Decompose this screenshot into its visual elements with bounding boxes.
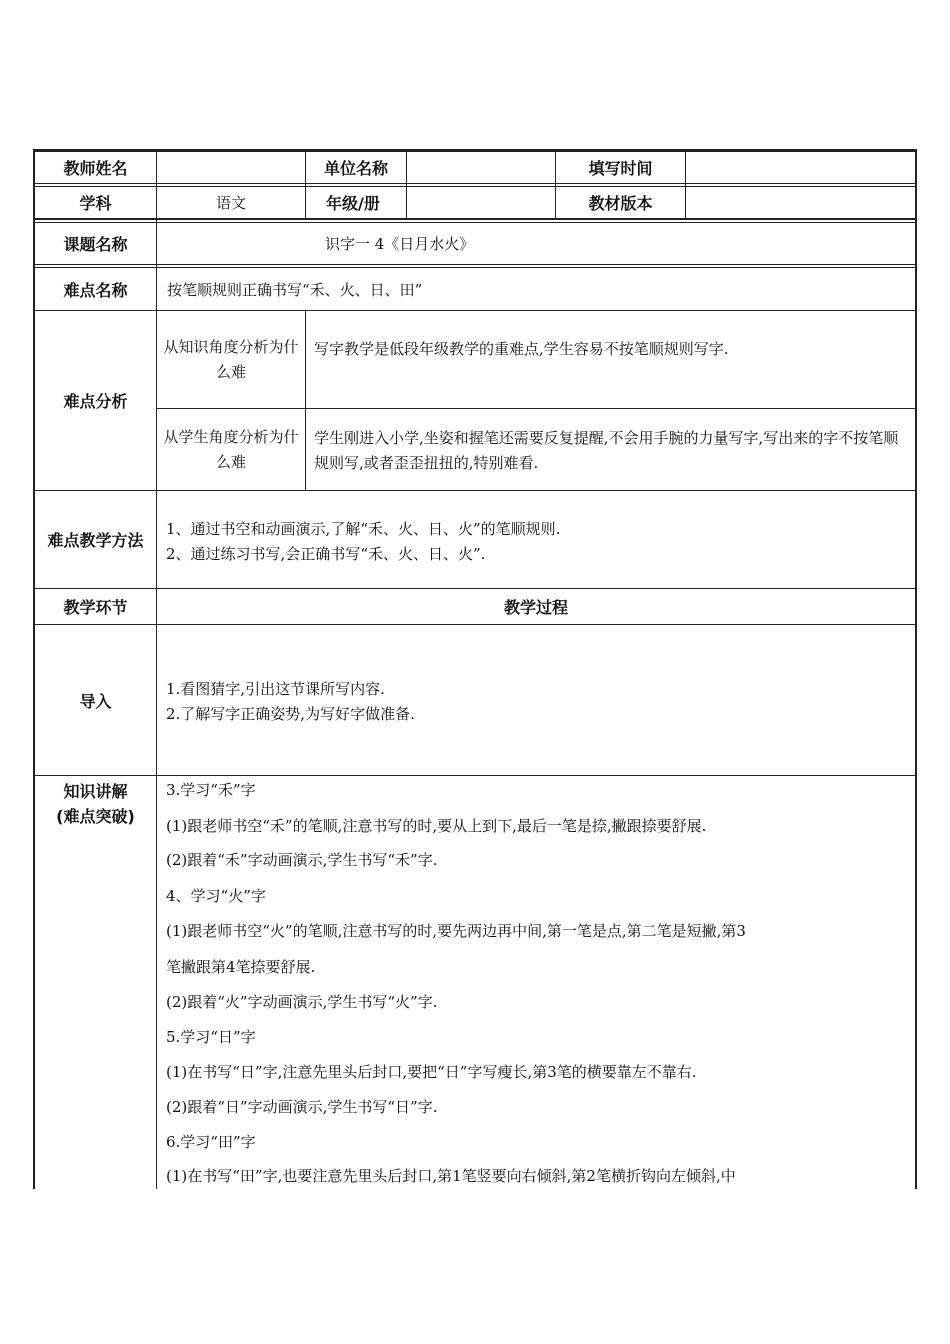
knowledge-line: (2)跟着“火”字动画演示,学生书写“火”字. xyxy=(166,993,438,1011)
unit-name-value xyxy=(407,152,555,183)
knowledge-line: (1)在书写“田”字,也要注意先里头后封口,第1笔竖要向右倾斜,第2笔横折钩向左倾斜,中 xyxy=(166,1167,736,1185)
knowledge-line: (1)在书写“日”字,注意先里头后封口,要把“日”字写瘦长,第3笔的横要靠左不靠右. xyxy=(166,1063,697,1081)
teaching-process-header: 教学过程 xyxy=(503,598,568,617)
fill-time-label: 填写时间 xyxy=(588,159,653,178)
knowledge-angle-text: 写字教学是低段年级教学的重难点,学生容易不按笔顺规则写字. xyxy=(314,340,729,358)
row-divider xyxy=(33,490,917,491)
textbook-label: 教材版本 xyxy=(588,194,653,213)
knowledge-label-line2: (难点突破) xyxy=(56,807,135,826)
knowledge-angle-label: 从知识角度分析为什么难 xyxy=(163,337,299,381)
knowledge-line: 笔撇跟第4笔捺要舒展. xyxy=(166,958,316,976)
subject-value: 语文 xyxy=(215,194,246,212)
method-line: 1、通过书空和动画演示,了解“禾、火、日、火”的笔顺规则. xyxy=(166,520,561,538)
intro-line: 1.看图猜字,引出这节课所写内容. xyxy=(166,680,385,698)
difficulty-value: 按笔顺规则正确书写“禾、火、日、田” xyxy=(167,280,423,299)
subject-label: 学科 xyxy=(79,194,112,213)
row-divider xyxy=(33,624,917,625)
knowledge-line: (1)跟老师书空“禾”的笔顺,注意书写的时,要从上到下,最后一笔是捺,撇跟捺要舒展. xyxy=(166,817,707,835)
student-angle-text: 学生刚进入小学,坐姿和握笔还需要反复提醒,不会用手腕的力量写字,写出来的字不按笔顺规则写,或者歪歪扭扭的,特别难看. xyxy=(314,429,899,472)
table-border-right xyxy=(915,149,917,1189)
knowledge-line: 4、学习“火”字 xyxy=(166,887,266,905)
row-divider xyxy=(33,264,917,265)
analysis-label: 难点分析 xyxy=(63,392,128,411)
row-divider xyxy=(33,183,917,184)
difficulty-label: 难点名称 xyxy=(63,280,128,300)
knowledge-line: 3.学习“禾”字 xyxy=(166,781,256,799)
grade-value xyxy=(407,187,555,218)
student-angle-label: 从学生角度分析为什么难 xyxy=(163,427,299,471)
knowledge-line: (2)跟着“禾”字动画演示,学生书写“禾”字. xyxy=(166,851,438,869)
textbook-value xyxy=(686,187,915,218)
column-divider xyxy=(156,149,157,1189)
fill-time-value xyxy=(686,152,915,183)
knowledge-line: (1)跟老师书空“火”的笔顺,注意书写的时,要先两边再中间,第一笔是点,第二笔是短撇,第3 xyxy=(166,922,746,940)
row-divider xyxy=(33,218,917,220)
method-label: 难点教学方法 xyxy=(47,531,144,550)
topic-label: 课题名称 xyxy=(63,235,128,254)
knowledge-label-line1: 知识讲解 xyxy=(63,782,128,801)
teacher-name-label: 教师姓名 xyxy=(63,159,128,178)
intro-label: 导入 xyxy=(79,691,112,711)
unit-name-label: 单位名称 xyxy=(323,159,388,178)
knowledge-line: (2)跟着“日”字动画演示,学生书写“日”字. xyxy=(166,1098,438,1116)
intro-line: 2.了解写字正确姿势,为写好字做准备. xyxy=(166,705,415,723)
topic-value: 识字一 4《日月水火》 xyxy=(325,235,475,253)
column-divider xyxy=(305,310,306,490)
method-line: 2、通过练习书写,会正确书写“禾、火、日、火”. xyxy=(166,545,486,563)
grade-label: 年级/册 xyxy=(326,194,380,213)
teacher-name-value xyxy=(157,152,305,183)
knowledge-line: 5.学习“日”字 xyxy=(166,1028,256,1046)
row-divider xyxy=(33,775,917,776)
teaching-stage-header: 教学环节 xyxy=(63,598,128,617)
knowledge-line: 6.学习“田”字 xyxy=(166,1133,256,1151)
